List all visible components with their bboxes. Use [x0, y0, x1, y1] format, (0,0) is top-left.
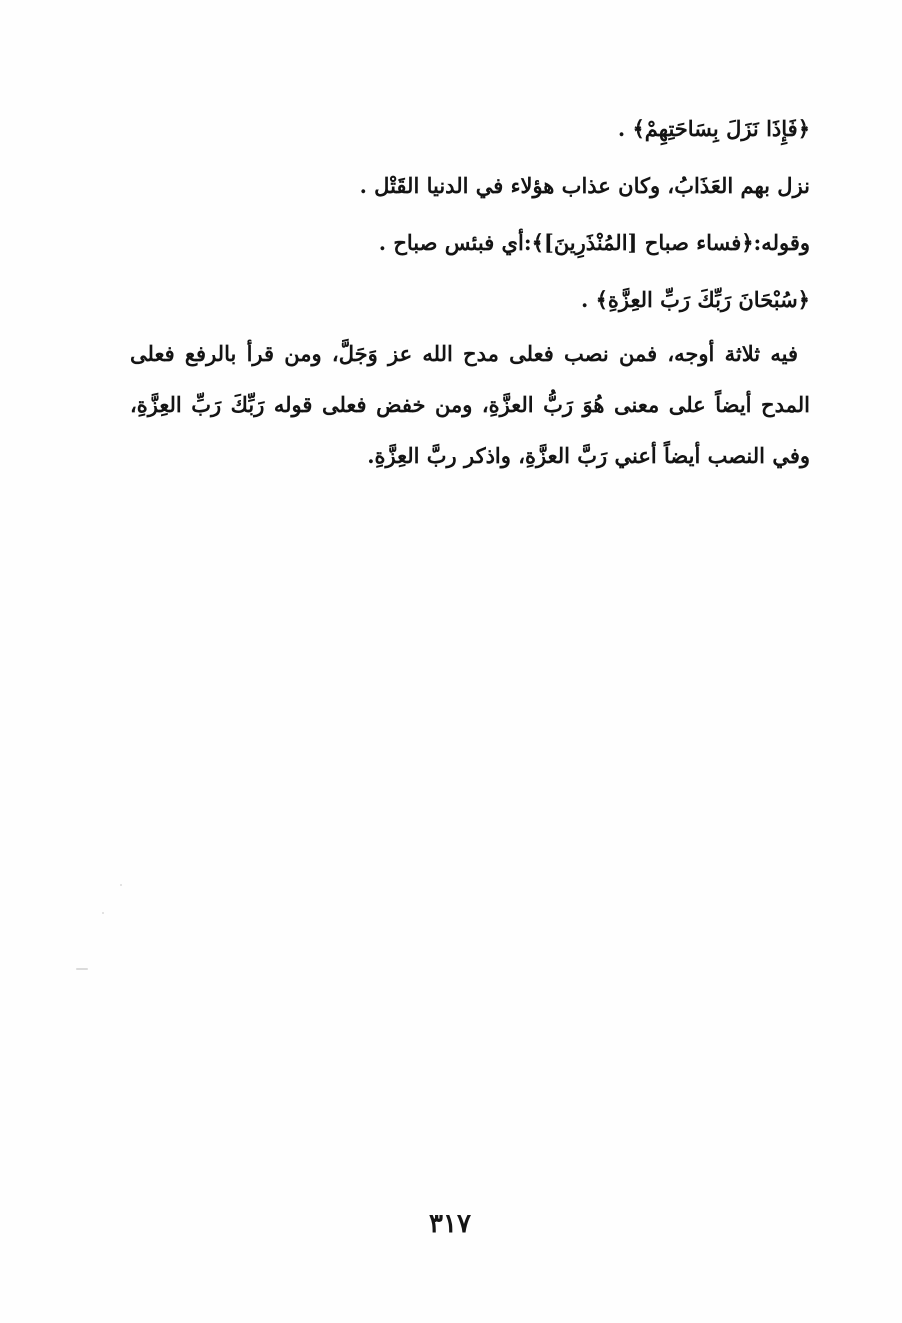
scan-speck: [102, 912, 104, 914]
quran-verse-line: ﴿سُبْحَانَ رَبِّكَ رَبِّ العِزَّةِ﴾ .: [580, 287, 810, 312]
commentary-paragraph: [130, 328, 810, 481]
commentary-paragraph-text: فيه ثلاثة أوجه، فمن نصب فعلى مدح الله عز وَجَلَّ، ومن قرأ بالرفع فعلى المدح أيضاً على معنى هُوَ رَبُّ العزَّةِ، ومن خفض فعلى قوله رَبِّكَ رَبِّ العِزَّةِ، وفي النصب أيضاً أعني رَبَّ العزَّةِ، واذكر ربَّ العِزَّةِ.: [130, 341, 810, 468]
page-body: [130, 100, 810, 502]
commentary-line: وقوله:﴿فساء صباح [المُنْذَرِينَ]﴾:أي فبئس صباح .: [378, 230, 810, 255]
scan-speck: [76, 968, 88, 970]
scan-speck: [120, 884, 122, 886]
commentary-line: نزل بهم العَذَابُ، وكان عذاب هؤلاء في الدنيا القَتْل .: [359, 173, 810, 198]
quran-verse-line: ﴿فَإِذَا نَزَلَ بِسَاحَتِهِمْ﴾ .: [617, 116, 810, 141]
page-number: ٣١٧: [429, 1209, 471, 1239]
